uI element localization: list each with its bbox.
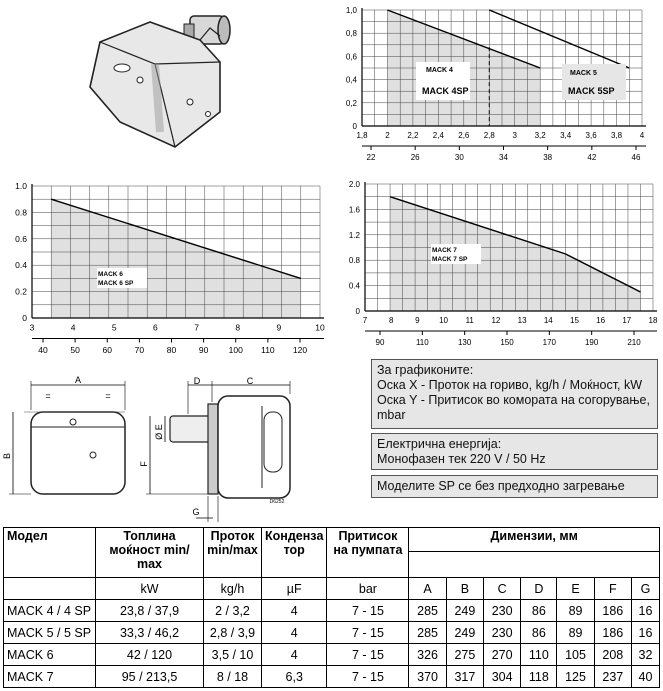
drawing-code: D6252 — [269, 499, 285, 505]
cell-press: 7 - 15 — [327, 622, 409, 644]
kw-tick-label: 34 — [499, 153, 508, 162]
dim-letter-d: D — [521, 578, 557, 600]
x-tick-label: 1,8 — [356, 131, 368, 140]
kw-tick-label: 120 — [292, 345, 308, 355]
kw-tick-label: 50 — [70, 345, 80, 355]
cell-press: 7 - 15 — [327, 666, 409, 688]
dim-letter-f: F — [594, 578, 631, 600]
x-tick-label: 16 — [596, 316, 606, 325]
x-tick-label: 10 — [439, 316, 448, 325]
x-tick-label: 18 — [648, 316, 658, 325]
table-row — [4, 644, 660, 666]
y-tick-label: 0.4 — [15, 260, 27, 271]
kw-tick-label: 150 — [500, 338, 514, 347]
label-mack-5: MACK 5 — [570, 70, 597, 77]
x-tick-label: 10 — [315, 322, 325, 333]
dim-letter-c: C — [484, 578, 521, 600]
cell-power: 23,8 / 37,9 — [96, 600, 204, 622]
y-tick-label: 0 — [352, 122, 357, 131]
dim-a-label: A — [74, 375, 82, 385]
x-tick-label: 9 — [415, 316, 420, 325]
legend-line-2: Оска X - Проток на гориво, kg/h / Моќност, kW — [377, 378, 643, 392]
x-tick-label: 3,6 — [585, 131, 597, 140]
th-pressure — [327, 528, 409, 578]
y-tick-label: 0,4 — [345, 75, 357, 85]
power-line-2: Монофазен тек 220 V / 50 Hz — [377, 452, 546, 466]
label-mack-4: MACK 4 — [426, 67, 453, 74]
cell-model: MACK 7 — [4, 666, 96, 688]
cell-dim-g: 16 — [631, 622, 659, 644]
operating-area-0 — [51, 199, 301, 318]
cell-dim-c: 304 — [484, 666, 521, 688]
burner-illustration — [80, 2, 250, 152]
y-tick-label: 0.8 — [15, 207, 27, 218]
cell-dim-f: 186 — [594, 600, 631, 622]
y-tick-label: 1,0 — [345, 6, 357, 15]
cell-dim-d: 86 — [521, 622, 557, 644]
unit-flow: kg/h — [204, 578, 262, 600]
cell-dim-a: 285 — [409, 622, 446, 644]
cell-dim-d: 110 — [521, 644, 557, 666]
th-cap-1: Кондензa — [265, 529, 324, 543]
cell-model: MACK 4 / 4 SP — [4, 600, 96, 622]
x-tick-label: 15 — [570, 316, 579, 325]
x-tick-label: 3 — [29, 322, 35, 333]
th-power-2: моќност min/ — [109, 543, 190, 557]
th-power-1: Топлина — [123, 529, 176, 543]
cell-flow: 2 / 3,2 — [204, 600, 262, 622]
label-mack-7: MACK 7 — [432, 247, 457, 254]
cell-dim-b: 275 — [446, 644, 483, 666]
kw-tick-label: 38 — [543, 153, 553, 162]
legend-line-4: mbar — [377, 408, 406, 422]
unit-power: kW — [96, 578, 204, 600]
kw-tick-label: 40 — [38, 345, 48, 355]
table-row — [4, 600, 660, 622]
table-header-row — [4, 528, 660, 552]
x-tick-label: 17 — [622, 316, 632, 325]
sp-line: Моделите SP се без предходно загревање — [377, 479, 625, 493]
kw-tick-label: 60 — [102, 345, 112, 355]
cell-dim-d: 86 — [521, 600, 557, 622]
dim-b-label: B — [2, 452, 12, 460]
label-mack-7sp: MACK 7 SP — [432, 256, 468, 263]
cell-dim-g: 40 — [631, 666, 659, 688]
label-mack-4sp: MACK 4SP — [422, 86, 469, 96]
x-tick-label: 4 — [70, 322, 76, 333]
y-tick-label: 0.4 — [348, 281, 360, 291]
x-tick-label: 3,2 — [534, 131, 546, 140]
x-tick-label: 5 — [111, 322, 117, 333]
kw-tick-label: 90 — [198, 345, 209, 355]
table-units-row — [4, 578, 660, 600]
table-row — [4, 666, 660, 688]
unit-press: bar — [327, 578, 409, 600]
th-power — [96, 528, 204, 578]
cell-dim-e: 125 — [557, 666, 594, 688]
power-supply-box — [371, 433, 658, 470]
y-tick-label: 2.0 — [348, 180, 360, 189]
x-tick-label: 2,4 — [432, 131, 444, 140]
dim-f-label: F — [139, 461, 149, 467]
dimension-drawing — [0, 372, 300, 522]
unit-cap: µF — [262, 578, 327, 600]
label-mack-6: MACK 6 — [98, 271, 123, 278]
x-tick-label: 3,4 — [560, 131, 572, 140]
kw-tick-label: 46 — [631, 153, 641, 162]
kw-tick-label: 22 — [366, 153, 376, 162]
x-tick-label: 2,2 — [407, 131, 419, 140]
chart-legend-box — [371, 359, 658, 429]
spec-table — [3, 527, 660, 688]
x-tick-label: 7 — [194, 322, 199, 333]
th-press-1: Притисок — [338, 529, 398, 543]
chart-mack-6 — [0, 178, 330, 370]
y-tick-label: 0.8 — [348, 256, 360, 266]
dim-c-label: C — [246, 376, 254, 386]
dim-letter-b: B — [446, 578, 483, 600]
cell-press: 7 - 15 — [327, 600, 409, 622]
cell-cap: 4 — [262, 600, 327, 622]
chart-mack-7 — [335, 176, 663, 354]
cell-power: 33,3 / 46,2 — [96, 622, 204, 644]
x-tick-label: 6 — [153, 322, 158, 333]
dim-letter-e: E — [557, 578, 594, 600]
x-tick-label: 14 — [543, 316, 553, 325]
legend-line-3: Оска Y - Притисок во комората на согорување, — [377, 393, 650, 407]
cell-dim-a: 326 — [409, 644, 446, 666]
cell-cap: 6,3 — [262, 666, 327, 688]
x-tick-label: 11 — [465, 316, 474, 325]
kw-tick-label: 100 — [228, 345, 243, 355]
cell-power: 95 / 213,5 — [96, 666, 204, 688]
kw-tick-label: 190 — [584, 338, 599, 347]
y-tick-label: 0,6 — [345, 52, 357, 62]
x-tick-label: 13 — [517, 316, 527, 325]
svg-text:=: = — [105, 391, 111, 401]
kw-tick-label: 90 — [375, 338, 385, 347]
x-tick-label: 3,8 — [610, 131, 623, 140]
cell-power: 42 / 120 — [96, 644, 204, 666]
x-tick-label: 7 — [362, 316, 368, 325]
x-tick-label: 8 — [388, 316, 394, 325]
kw-tick-label: 80 — [166, 345, 177, 355]
x-tick-label: 2,6 — [458, 131, 470, 140]
cell-dim-e: 89 — [557, 622, 594, 644]
cell-dim-f: 186 — [594, 622, 631, 644]
x-tick-label: 4 — [639, 131, 645, 140]
chart-mack-4-5 — [330, 0, 663, 172]
dim-letter-g: G — [631, 578, 659, 600]
cell-dim-c: 230 — [484, 622, 521, 644]
legend-line-1: За графиконите: — [377, 363, 474, 377]
y-tick-label: 1.0 — [15, 181, 27, 191]
cell-model: MACK 5 / 5 SP — [4, 622, 96, 644]
sp-models-box — [371, 475, 658, 498]
dim-letter-a: A — [409, 578, 446, 600]
cell-dim-f: 208 — [594, 644, 631, 666]
cell-press: 7 - 15 — [327, 644, 409, 666]
y-tick-label: 1.2 — [348, 230, 360, 240]
y-tick-label: 0,2 — [345, 98, 357, 108]
cell-flow: 2,8 / 3,9 — [204, 622, 262, 644]
label-mack-5sp: MACK 5SP — [568, 86, 615, 96]
x-tick-label: 2 — [385, 131, 390, 140]
cell-dim-b: 317 — [446, 666, 483, 688]
th-capacitor — [262, 528, 327, 578]
y-tick-label: 0 — [355, 307, 360, 316]
y-tick-label: 0.2 — [15, 286, 27, 297]
kw-tick-label: 42 — [587, 153, 597, 162]
y-tick-label: 0.6 — [15, 233, 27, 244]
dim-g-label: G — [192, 507, 200, 517]
th-flow-2: min/max — [207, 543, 258, 557]
th-cap-2: тор — [283, 543, 305, 557]
dim-e-label: Ø E — [154, 424, 164, 440]
kw-tick-label: 130 — [457, 338, 472, 347]
th-model: Модел — [4, 528, 96, 578]
x-tick-label: 12 — [491, 316, 501, 325]
cell-cap: 4 — [262, 644, 327, 666]
cell-dim-f: 237 — [594, 666, 631, 688]
cell-dim-b: 249 — [446, 600, 483, 622]
cell-dim-c: 230 — [484, 600, 521, 622]
cell-dim-b: 249 — [446, 622, 483, 644]
cell-flow: 8 / 18 — [204, 666, 262, 688]
power-line-1: Електрична енергија: — [377, 437, 502, 451]
dim-d-label: D — [193, 376, 201, 386]
table-row — [4, 622, 660, 644]
kw-tick-label: 110 — [261, 345, 275, 355]
cell-flow: 3,5 / 10 — [204, 644, 262, 666]
label-mack-6sp: MACK 6 SP — [98, 280, 134, 287]
kw-tick-label: 26 — [410, 153, 420, 162]
kw-tick-label: 110 — [415, 338, 429, 347]
y-tick-label: 0 — [22, 313, 27, 323]
kw-tick-label: 170 — [542, 338, 557, 347]
th-flow-1: Проток — [210, 529, 255, 543]
cell-dim-c: 270 — [484, 644, 521, 666]
y-tick-label: 0,8 — [345, 29, 357, 39]
cell-dim-a: 285 — [409, 600, 446, 622]
cell-dim-d: 118 — [521, 666, 557, 688]
th-flow — [204, 528, 262, 578]
cell-dim-a: 370 — [409, 666, 446, 688]
cell-dim-e: 89 — [557, 600, 594, 622]
kw-tick-label: 30 — [454, 153, 464, 162]
th-power-3: max — [136, 557, 163, 571]
x-tick-label: 8 — [235, 322, 241, 333]
th-dimensions: Димензии, мм — [409, 528, 660, 552]
cell-model: MACK 6 — [4, 644, 96, 666]
cell-dim-g: 16 — [631, 600, 659, 622]
x-tick-label: 9 — [276, 322, 282, 333]
y-tick-label: 1.6 — [348, 205, 360, 215]
kw-tick-label: 70 — [134, 345, 145, 355]
x-tick-label: 2,8 — [483, 131, 495, 140]
cell-cap: 4 — [262, 622, 327, 644]
x-tick-label: 3 — [512, 131, 517, 140]
kw-tick-label: 210 — [627, 338, 641, 347]
cell-dim-g: 32 — [631, 644, 659, 666]
svg-text:=: = — [45, 391, 51, 401]
cell-dim-e: 105 — [557, 644, 594, 666]
th-press-2: на пумпата — [333, 543, 403, 557]
